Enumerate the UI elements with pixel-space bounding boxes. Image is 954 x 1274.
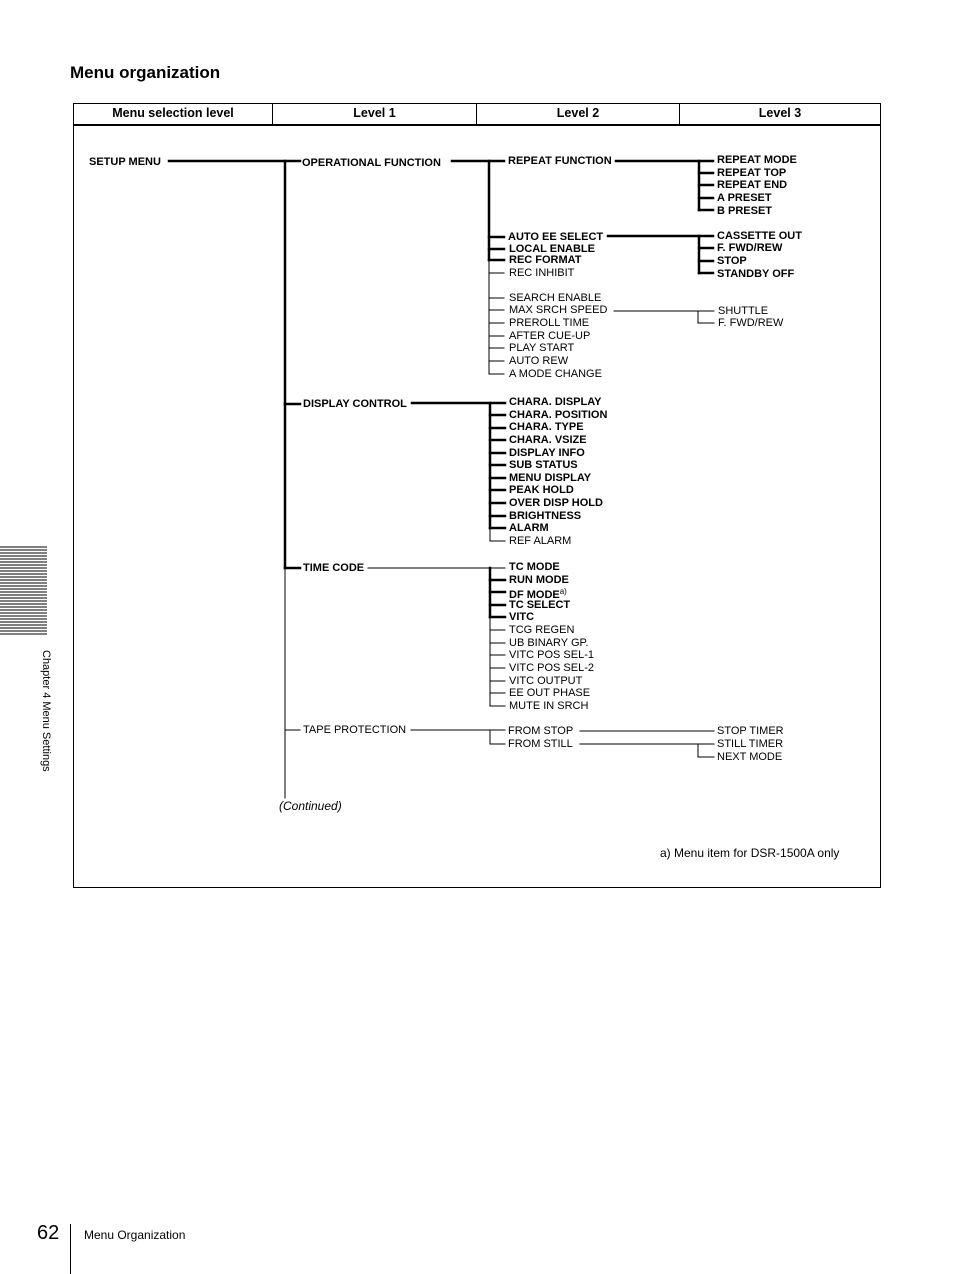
header-level-3: Level 3 <box>758 106 802 120</box>
menu-item: ALARM <box>509 522 549 534</box>
menu-item: VITC OUTPUT <box>509 675 583 687</box>
menu-item: TC MODE <box>509 561 560 573</box>
menu-item: STOP TIMER <box>717 725 784 737</box>
menu-item: A PRESET <box>717 192 772 204</box>
df-mode-label: DF MODE <box>509 589 560 601</box>
menu-item: DISPLAY INFO <box>509 447 585 459</box>
menu-item: PLAY START <box>509 342 575 354</box>
menu-item: MENU DISPLAY <box>509 472 592 484</box>
level1-operational-function: OPERATIONAL FUNCTION <box>302 157 441 169</box>
menu-item: NEXT MODE <box>717 751 783 763</box>
menu-item: VITC <box>509 611 535 623</box>
chapter-thumb-tab <box>0 545 48 637</box>
footer-section-label: Menu Organization <box>84 1228 186 1242</box>
menu-item: REPEAT FUNCTION <box>508 155 612 167</box>
level1-tape-protection: TAPE PROTECTION <box>303 724 407 736</box>
section-title: Menu organization <box>70 63 221 82</box>
header-menu-selection-level: Menu selection level <box>74 104 273 124</box>
header-level-1: Level 1 <box>273 104 477 124</box>
menu-item: BRIGHTNESS <box>509 510 582 522</box>
menu-item: F. FWD/REW <box>718 317 784 329</box>
menu-item: A MODE CHANGE <box>509 368 602 380</box>
footnote: a) Menu item for DSR-1500A only <box>660 846 840 860</box>
menu-item: B PRESET <box>717 205 773 217</box>
level1-time-code: TIME CODE <box>303 562 365 574</box>
menu-item: CHARA. DISPLAY <box>509 396 602 408</box>
menu-item: LOCAL ENABLE <box>509 243 595 255</box>
menu-item: CASSETTE OUT <box>717 230 802 242</box>
menu-item: REF ALARM <box>509 535 572 547</box>
menu-item: RUN MODE <box>509 574 569 586</box>
menu-item: FROM STOP <box>508 725 574 737</box>
tree-root: SETUP MENU <box>89 156 161 168</box>
menu-item: AUTO EE SELECT <box>508 231 604 243</box>
menu-item: TCG REGEN <box>509 624 575 636</box>
page-number: 62 <box>37 1222 60 1244</box>
menu-item: CHARA. VSIZE <box>509 434 587 446</box>
menu-item: AFTER CUE-UP <box>509 330 591 342</box>
menu-item: REC INHIBIT <box>509 267 575 279</box>
menu-item: SHUTTLE <box>718 305 769 317</box>
menu-item: VITC POS SEL-2 <box>509 662 594 674</box>
menu-item: PEAK HOLD <box>509 484 574 496</box>
menu-item: VITC POS SEL-1 <box>509 649 594 661</box>
menu-item: SUB STATUS <box>509 459 578 471</box>
menu-item: REC FORMAT <box>509 254 582 266</box>
menu-item: STILL TIMER <box>717 738 784 750</box>
chapter-label: Chapter 4 Menu Settings <box>40 650 52 772</box>
menu-item: REPEAT MODE <box>717 154 797 166</box>
menu-item: TC SELECT <box>509 599 571 611</box>
menu-item: SEARCH ENABLE <box>509 292 602 304</box>
menu-item: EE OUT PHASE <box>509 687 591 699</box>
menu-item: CHARA. POSITION <box>509 409 608 421</box>
level1-display-control: DISPLAY CONTROL <box>303 398 407 410</box>
menu-item: UB BINARY GP. <box>509 637 589 649</box>
menu-item: AUTO REW <box>509 355 569 367</box>
menu-item: REPEAT END <box>717 179 788 191</box>
continued-note: (Continued) <box>279 799 342 813</box>
menu-item: F. FWD/REW <box>717 242 783 254</box>
header-level-2: Level 2 <box>477 104 680 124</box>
footnote-marker: a) <box>559 587 567 596</box>
menu-item: OVER DISP HOLD <box>509 497 603 509</box>
menu-item: REPEAT TOP <box>717 167 787 179</box>
menu-item: STOP <box>717 255 747 267</box>
menu-item: STANDBY OFF <box>717 268 795 280</box>
menu-item: CHARA. TYPE <box>509 421 584 433</box>
menu-item: FROM STILL <box>508 738 573 750</box>
menu-item: PREROLL TIME <box>509 317 590 329</box>
menu-item: MAX SRCH SPEED <box>509 304 608 316</box>
page-number-divider <box>70 1224 71 1274</box>
menu-item: MUTE IN SRCH <box>509 700 589 712</box>
